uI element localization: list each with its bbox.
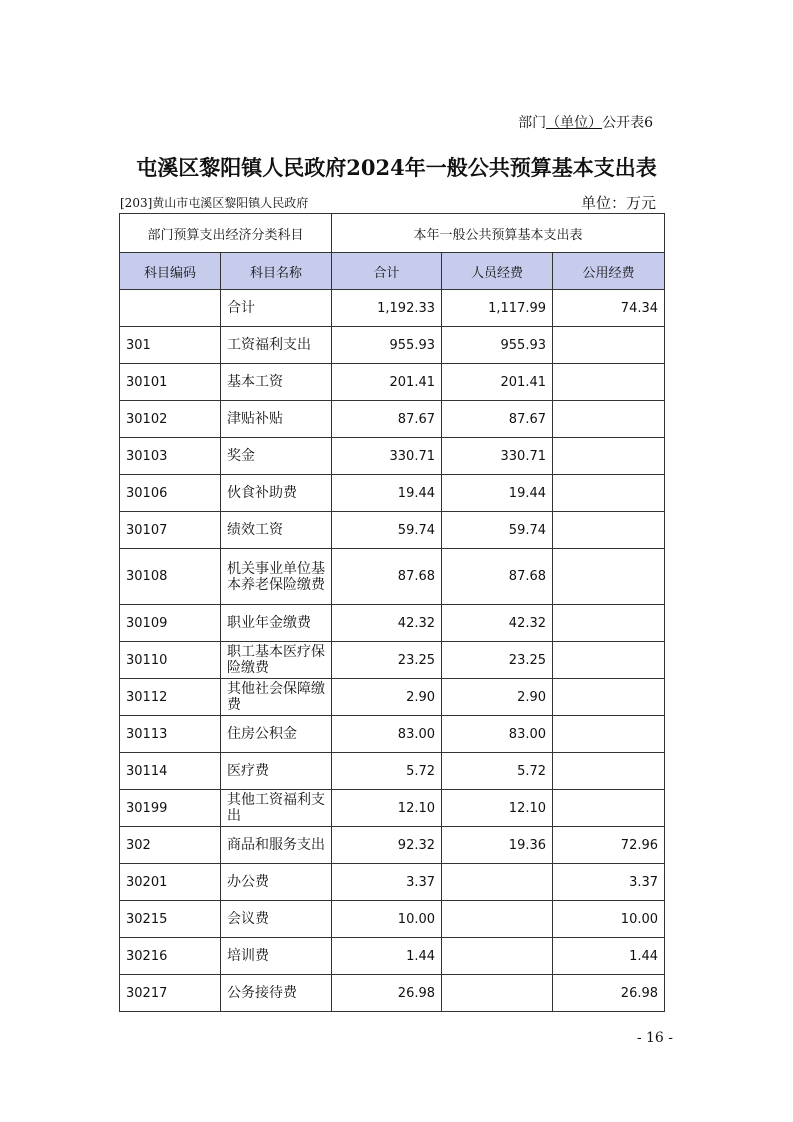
cell-code: 30216 xyxy=(120,938,221,975)
cell-personnel: 87.67 xyxy=(442,401,553,438)
cell-public: 72.96 xyxy=(553,827,665,864)
table-row xyxy=(120,642,665,679)
col-header-public: 公用经费 xyxy=(553,253,665,290)
cell-name: 机关事业单位基本养老保险缴费 xyxy=(221,549,332,605)
cell-personnel: 59.74 xyxy=(442,512,553,549)
table-row xyxy=(120,605,665,642)
cell-name: 绩效工资 xyxy=(221,512,332,549)
cell-code: 30107 xyxy=(120,512,221,549)
table-row xyxy=(120,475,665,512)
cell-personnel: 955.93 xyxy=(442,327,553,364)
cell-name: 工资福利支出 xyxy=(221,327,332,364)
cell-code: 30108 xyxy=(120,549,221,605)
cell-name: 商品和服务支出 xyxy=(221,827,332,864)
cell-code xyxy=(120,290,221,327)
cell-personnel: 42.32 xyxy=(442,605,553,642)
table-row xyxy=(120,512,665,549)
table-row xyxy=(120,549,665,605)
header-group-right: 本年一般公共预算基本支出表 xyxy=(332,214,665,253)
cell-personnel: 330.71 xyxy=(442,438,553,475)
cell-personnel: 87.68 xyxy=(442,549,553,605)
cell-total: 92.32 xyxy=(332,827,442,864)
cell-code: 30215 xyxy=(120,901,221,938)
table-row xyxy=(120,975,665,1012)
cell-public xyxy=(553,679,665,716)
cell-total: 87.67 xyxy=(332,401,442,438)
cell-code: 30109 xyxy=(120,605,221,642)
cell-total: 87.68 xyxy=(332,549,442,605)
cell-public xyxy=(553,642,665,679)
cell-public xyxy=(553,438,665,475)
doc-label-prefix: 部门 xyxy=(518,115,547,131)
cell-personnel: 201.41 xyxy=(442,364,553,401)
cell-name: 住房公积金 xyxy=(221,716,332,753)
table-row xyxy=(120,401,665,438)
table-row xyxy=(120,327,665,364)
col-header-total: 合计 xyxy=(332,253,442,290)
cell-total: 1.44 xyxy=(332,938,442,975)
cell-personnel: 19.36 xyxy=(442,827,553,864)
table-row xyxy=(120,364,665,401)
cell-name: 津贴补贴 xyxy=(221,401,332,438)
table-row xyxy=(120,938,665,975)
cell-personnel: 83.00 xyxy=(442,716,553,753)
cell-public xyxy=(553,364,665,401)
cell-name: 合计 xyxy=(221,290,332,327)
cell-name: 奖金 xyxy=(221,438,332,475)
cell-public xyxy=(553,753,665,790)
cell-public: 3.37 xyxy=(553,864,665,901)
cell-name: 培训费 xyxy=(221,938,332,975)
cell-public xyxy=(553,790,665,827)
cell-total: 26.98 xyxy=(332,975,442,1012)
cell-public xyxy=(553,512,665,549)
page-number: - 16 - xyxy=(636,1030,673,1046)
col-header-name: 科目名称 xyxy=(221,253,332,290)
cell-public xyxy=(553,716,665,753)
cell-total: 2.90 xyxy=(332,679,442,716)
cell-code: 30217 xyxy=(120,975,221,1012)
table-row xyxy=(120,901,665,938)
cell-name: 公务接待费 xyxy=(221,975,332,1012)
cell-public: 1.44 xyxy=(553,938,665,975)
cell-name: 职工基本医疗保险缴费 xyxy=(221,642,332,679)
cell-name: 伙食补助费 xyxy=(221,475,332,512)
cell-total: 83.00 xyxy=(332,716,442,753)
table-row xyxy=(120,290,665,327)
org-name: [203]黄山市屯溪区黎阳镇人民政府 xyxy=(120,196,309,210)
cell-total: 955.93 xyxy=(332,327,442,364)
cell-personnel: 12.10 xyxy=(442,790,553,827)
page-title: 屯溪区黎阳镇人民政府2024年一般公共预算基本支出表 xyxy=(136,155,657,180)
cell-total: 42.32 xyxy=(332,605,442,642)
cell-public: 26.98 xyxy=(553,975,665,1012)
cell-total: 201.41 xyxy=(332,364,442,401)
cell-code: 30114 xyxy=(120,753,221,790)
table-row xyxy=(120,864,665,901)
cell-personnel: 2.90 xyxy=(442,679,553,716)
cell-total: 3.37 xyxy=(332,864,442,901)
cell-total: 19.44 xyxy=(332,475,442,512)
cell-code: 30102 xyxy=(120,401,221,438)
cell-personnel: 23.25 xyxy=(442,642,553,679)
col-header-personnel: 人员经费 xyxy=(442,253,553,290)
table-row xyxy=(120,679,665,716)
cell-public xyxy=(553,549,665,605)
cell-personnel xyxy=(442,975,553,1012)
header-column-row xyxy=(120,253,665,290)
col-header-code: 科目编码 xyxy=(120,253,221,290)
cell-name: 会议费 xyxy=(221,901,332,938)
cell-public: 10.00 xyxy=(553,901,665,938)
cell-name: 职业年金缴费 xyxy=(221,605,332,642)
cell-public xyxy=(553,401,665,438)
header-group-left: 部门预算支出经济分类科目 xyxy=(120,214,332,253)
cell-public xyxy=(553,475,665,512)
cell-personnel: 5.72 xyxy=(442,753,553,790)
cell-code: 302 xyxy=(120,827,221,864)
cell-name: 其他工资福利支出 xyxy=(221,790,332,827)
cell-code: 30103 xyxy=(120,438,221,475)
cell-personnel: 1,117.99 xyxy=(442,290,553,327)
header-group-row xyxy=(120,214,665,253)
table-row xyxy=(120,827,665,864)
cell-personnel xyxy=(442,864,553,901)
table-row xyxy=(120,753,665,790)
cell-total: 1,192.33 xyxy=(332,290,442,327)
cell-code: 30199 xyxy=(120,790,221,827)
cell-total: 330.71 xyxy=(332,438,442,475)
cell-code: 30201 xyxy=(120,864,221,901)
table-row xyxy=(120,438,665,475)
cell-public: 74.34 xyxy=(553,290,665,327)
unit-label: 单位：万元 xyxy=(580,194,656,212)
cell-name: 其他社会保障缴费 xyxy=(221,679,332,716)
cell-code: 30112 xyxy=(120,679,221,716)
cell-code: 301 xyxy=(120,327,221,364)
cell-name: 基本工资 xyxy=(221,364,332,401)
cell-personnel xyxy=(442,901,553,938)
cell-total: 10.00 xyxy=(332,901,442,938)
cell-code: 30113 xyxy=(120,716,221,753)
table-row xyxy=(120,716,665,753)
cell-personnel xyxy=(442,938,553,975)
cell-code: 30106 xyxy=(120,475,221,512)
doc-label xyxy=(518,112,653,132)
cell-total: 12.10 xyxy=(332,790,442,827)
doc-label-suffix: 公开表6 xyxy=(602,115,653,131)
cell-public xyxy=(553,605,665,642)
cell-total: 5.72 xyxy=(332,753,442,790)
cell-personnel: 19.44 xyxy=(442,475,553,512)
cell-name: 医疗费 xyxy=(221,753,332,790)
cell-total: 23.25 xyxy=(332,642,442,679)
cell-code: 30110 xyxy=(120,642,221,679)
cell-total: 59.74 xyxy=(332,512,442,549)
table-row xyxy=(120,790,665,827)
budget-table xyxy=(119,213,665,1012)
cell-public xyxy=(553,327,665,364)
cell-code: 30101 xyxy=(120,364,221,401)
doc-label-unit: （单位） xyxy=(546,115,603,131)
cell-name: 办公费 xyxy=(221,864,332,901)
